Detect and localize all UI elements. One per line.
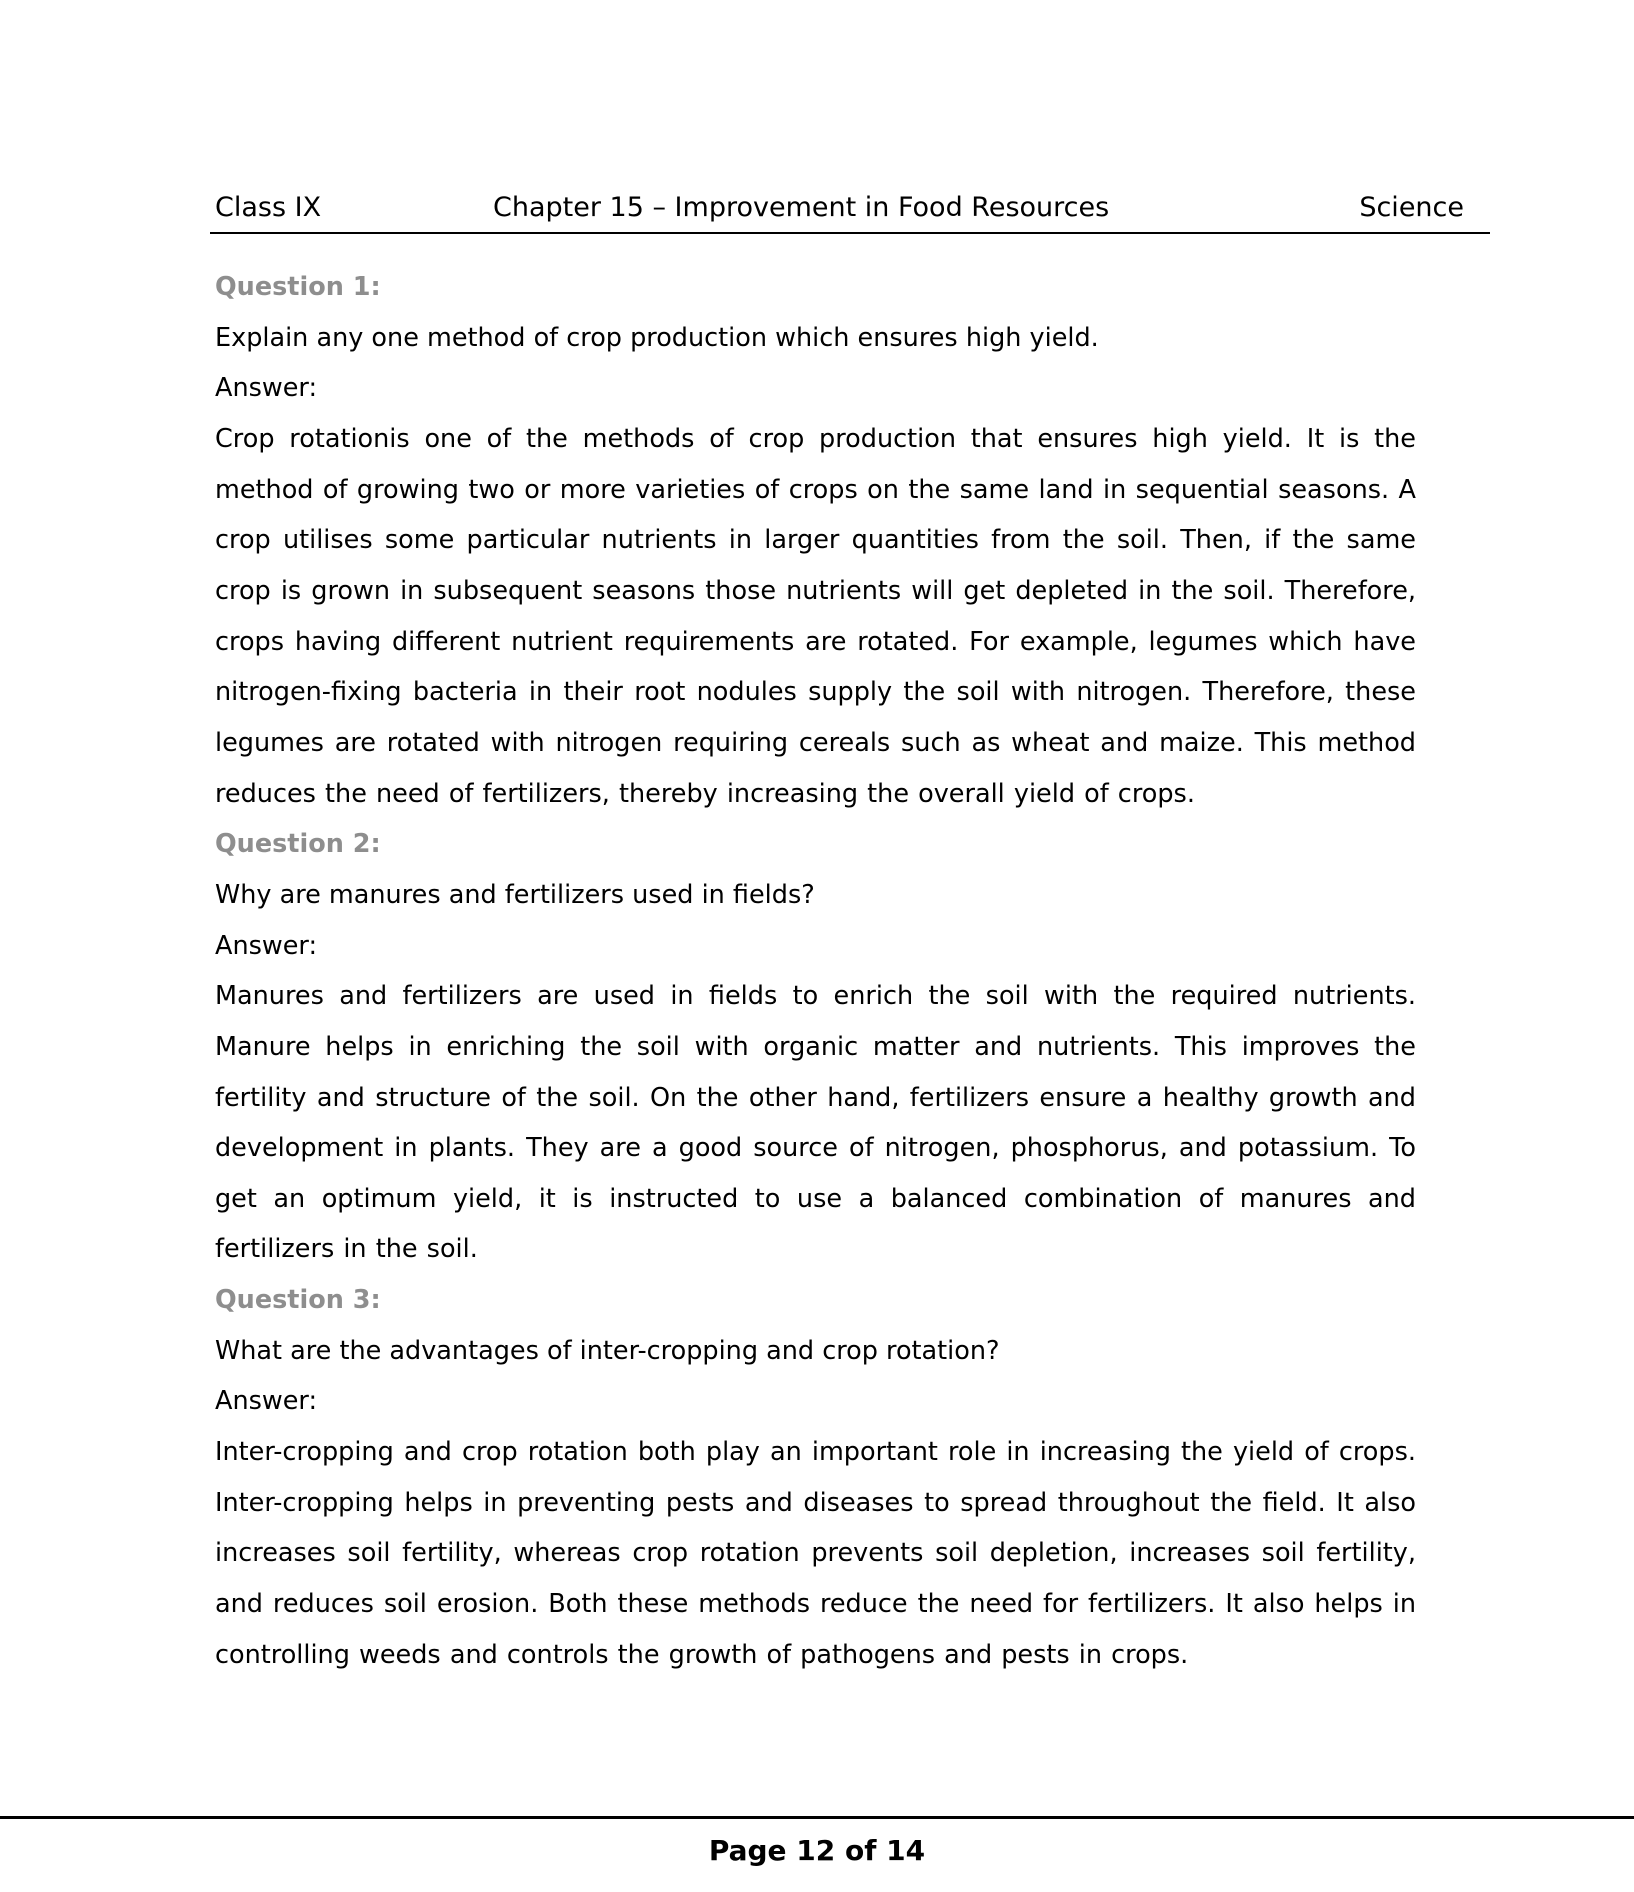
question-text: Why are manures and fertilizers used in fields? (215, 879, 815, 910)
question-block-3 (215, 1275, 1416, 1680)
footer-divider (0, 1816, 1634, 1819)
answer-label: Answer: (215, 373, 318, 404)
question-label: Question 2: (215, 829, 381, 860)
subject-label: Science (1359, 192, 1464, 223)
question-text: Explain any one method of crop production which ensures high yield. (215, 322, 1099, 353)
question-block-2 (215, 819, 1416, 1275)
answer-text: Manures and fertilizers are used in fields to enrich the soil with the required nutrients. Manure helps in enriching the soil with organic matter and nutrients. This improves the fertility and structure of the soil. On the other hand, fertilizers ensure a healthy growth and development in plants. They are a good source of nitrogen, phosphorus, and potassium. To get an optimum yield, it is instructed to use a balanced combination of manures and fertilizers in the soil. (215, 981, 1416, 1265)
answer-label: Answer: (215, 930, 318, 961)
chapter-title: Chapter 15 – Improvement in Food Resources (493, 192, 1110, 223)
page-number: Page 12 of 14 (708, 1834, 926, 1867)
answer-label: Answer: (215, 1386, 318, 1417)
question-label: Question 1: (215, 272, 381, 302)
question-text: What are the advantages of inter-cropping and crop rotation? (215, 1335, 1000, 1366)
class-label: Class IX (215, 192, 322, 223)
question-block-1 (215, 262, 1416, 819)
page-content (215, 262, 1416, 1680)
answer-text: Crop rotationis one of the methods of crop production that ensures high yield. It is the method of growing two or more varieties of crops on the same land in sequential seasons. A crop utilises some particular nutrients in larger quantities from the soil. Then, if the same crop is grown in subsequent seasons those nutrients will get depleted in the soil. Therefore, crops having different nutrient requirements are rotated. For example, legumes which have nitrogen-fixing bacteria in their root nodules supply the soil with nitrogen. Therefore, these legumes are rotated with nitrogen requiring cereals such as wheat and maize. This method reduces the need of fertilizers, thereby increasing the overall yield of crops. (215, 423, 1416, 809)
question-label: Question 3: (215, 1285, 381, 1316)
answer-text: Inter-cropping and crop rotation both play an important role in increasing the yield of crops. Inter-cropping helps in preventing pests and diseases to spread throughout the field. It also increases soil fertility, whereas crop rotation prevents soil depletion, increases soil fertility, and reduces soil erosion. Both these methods reduce the need for fertilizers. It also helps in controlling weeds and controls the growth of pathogens and pests in crops. (215, 1437, 1416, 1670)
page-header (210, 192, 1490, 234)
